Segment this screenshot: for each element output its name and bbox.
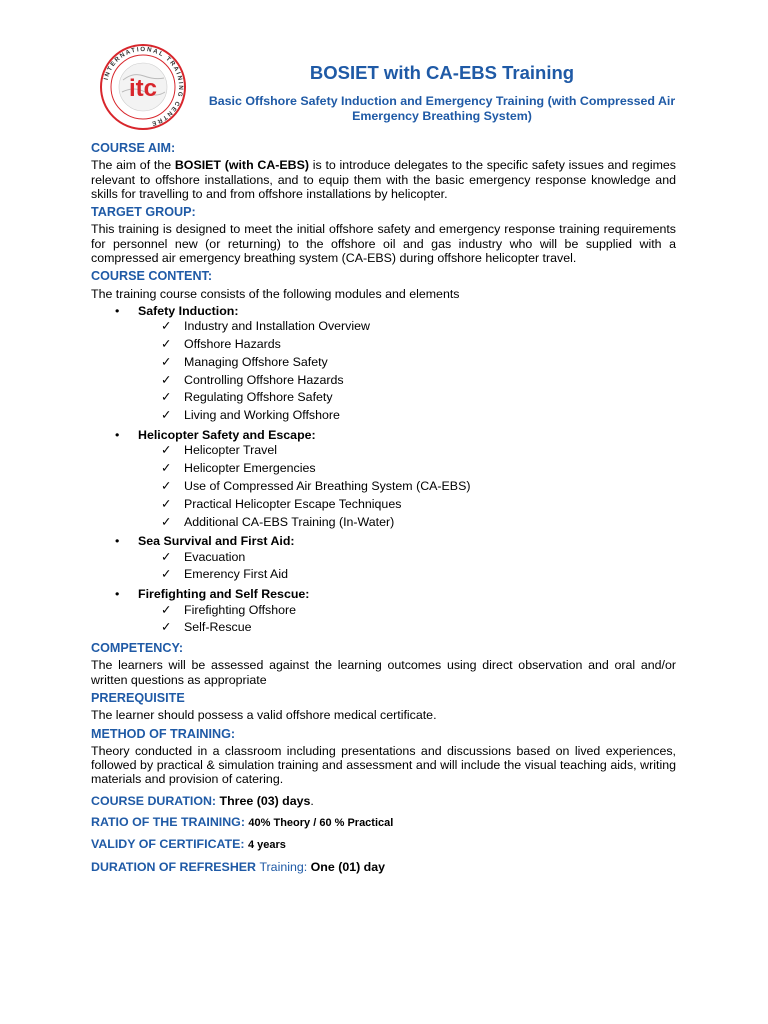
list-item: [91, 514, 676, 532]
training-ratio-value: 40% Theory / 60 % Practical: [248, 817, 394, 830]
competency-heading: COMPETENCY:: [91, 641, 184, 656]
module-item-list: [91, 549, 676, 585]
module-title-text: Firefighting and Self Rescue:: [138, 587, 310, 602]
competency-section: [91, 641, 676, 687]
refresher-duration-label: [91, 860, 307, 874]
module-title-text: Helicopter Safety and Escape:: [138, 428, 316, 443]
check-mark-icon: ✓: [161, 354, 172, 369]
check-mark-icon: ✓: [161, 567, 172, 582]
module-title: [91, 534, 676, 548]
list-item-text: Self-Rescue: [184, 620, 252, 635]
module-item-list: [91, 442, 676, 531]
list-item-text: Emerency First Aid: [184, 567, 288, 582]
method-heading: METHOD OF TRAINING:: [91, 726, 236, 741]
target-group-heading: TARGET GROUP:: [91, 205, 196, 220]
list-item: [91, 407, 676, 425]
document-header: [0, 0, 768, 140]
module-item-list: [91, 602, 676, 638]
check-mark-icon: ✓: [161, 461, 172, 476]
course-aim-text: [91, 158, 676, 201]
module-title-text: Sea Survival and First Aid:: [138, 534, 295, 549]
list-item: [91, 460, 676, 478]
competency-text: The learners will be assessed against the learning outcomes using direct observation and oral and/or written questions as appropriate: [91, 658, 676, 687]
list-item-text: Industry and Installation Overview: [184, 319, 370, 334]
refresher-label-normal: Training: [259, 859, 304, 874]
check-mark-icon: ✓: [161, 319, 172, 334]
check-mark-icon: ✓: [161, 620, 172, 635]
page-subtitle: Basic Offshore Safety Induction and Emergency Training (with Compressed Air Emergency Breathing System): [208, 94, 676, 123]
list-item-text: Helicopter Travel: [184, 443, 277, 458]
method-text: Theory conducted in a classroom including presentations and discussions based on lived experiences, followed by practical & simulation training and assessment and will include the visual teaching aids, writing materials and provision of catering.: [91, 743, 676, 787]
bullet-dot-icon: •: [115, 428, 120, 443]
module-title: [91, 304, 676, 318]
check-mark-icon: ✓: [161, 337, 172, 352]
training-ratio-row: [91, 815, 676, 830]
course-aim-section: [91, 141, 676, 201]
module-title-text: Safety Induction:: [138, 303, 239, 318]
list-item-text: Living and Working Offshore: [184, 408, 340, 423]
document-body: [91, 137, 676, 874]
certificate-validity-value: 4 years: [247, 839, 286, 852]
check-mark-icon: ✓: [161, 478, 172, 493]
list-item-text: Evacuation: [184, 549, 246, 564]
target-group-section: [91, 205, 676, 265]
check-mark-icon: ✓: [161, 390, 172, 405]
course-aim-text-bold: BOSIET (with CA-EBS): [174, 158, 310, 173]
course-content-intro: The training course consists of the following modules and elements: [91, 286, 460, 301]
list-item-text: Use of Compressed Air Breathing System (CA-EBS): [184, 478, 471, 493]
list-item: [91, 619, 676, 637]
list-item: [91, 354, 676, 372]
bullet-dot-icon: •: [115, 534, 120, 549]
list-item-text: Controlling Offshore Hazards: [184, 372, 344, 387]
course-aim-heading: COURSE AIM:: [91, 141, 176, 155]
list-item-text: Firefighting Offshore: [184, 602, 297, 617]
list-item: [91, 566, 676, 584]
list-item: [91, 478, 676, 496]
module-title: [91, 428, 676, 442]
itc-logo: [98, 42, 188, 132]
page-title: BOSIET with CA-EBS Training: [309, 62, 575, 83]
list-item: [91, 389, 676, 407]
list-item: [91, 602, 676, 620]
check-mark-icon: ✓: [161, 496, 172, 511]
course-duration-suffix: .: [310, 793, 314, 808]
list-item-text: Practical Helicopter Escape Techniques: [184, 496, 402, 511]
refresher-label-colon: :: [303, 859, 308, 874]
list-item: [91, 318, 676, 336]
list-item-text: Offshore Hazards: [184, 337, 281, 352]
bullet-dot-icon: •: [115, 587, 120, 602]
check-mark-icon: ✓: [161, 514, 172, 529]
course-duration-label: COURSE DURATION:: [91, 793, 217, 808]
module-title: [91, 587, 676, 601]
check-mark-icon: ✓: [161, 372, 172, 387]
list-item-text: Regulating Offshore Safety: [184, 390, 333, 405]
list-item: [91, 442, 676, 460]
list-item: [91, 336, 676, 354]
check-mark-icon: ✓: [161, 602, 172, 617]
module-list: [91, 304, 676, 637]
list-item: [91, 372, 676, 390]
course-content-section: [91, 269, 676, 637]
logo-ring-text: INTERNATIONAL TRAINING CENTRE: [102, 45, 185, 128]
course-aim-text-post: is to introduce delegates to the specific safety issues and regimes relevant to offshore installations, and to equip them with the basic emergency response knowledge and skills for travelling to and from offshore installations by helicopter.: [91, 158, 676, 201]
course-duration-row: [91, 794, 676, 808]
module-item-list: [91, 318, 676, 425]
prerequisite-section: [91, 691, 676, 723]
target-group-text: This training is designed to meet the initial offshore safety and emergency response training requirements for personnel new (or returning) to the offshore oil and gas industry who will be supplied with a compressed air emergency breathing system (CA-EBS) during offshore helicopter travel.: [91, 222, 676, 266]
course-aim-text-pre: The aim of the: [91, 158, 175, 173]
training-ratio-label: RATIO OF THE TRAINING:: [91, 815, 245, 830]
certificate-validity-label: VALIDY OF CERTIFICATE:: [91, 837, 245, 852]
logo-text: itc: [128, 75, 158, 102]
method-section: [91, 727, 676, 787]
list-item-text: Managing Offshore Safety: [184, 354, 328, 369]
list-item: [91, 496, 676, 514]
prerequisite-heading: PREREQUISITE: [91, 691, 185, 705]
certificate-validity-row: [91, 837, 676, 852]
list-item-text: Additional CA-EBS Training (In-Water): [184, 514, 395, 529]
check-mark-icon: ✓: [161, 443, 172, 458]
check-mark-icon: ✓: [161, 408, 172, 423]
refresher-duration-value: One (01) day: [310, 859, 386, 874]
list-item-text: Helicopter Emergencies: [184, 461, 316, 476]
bullet-dot-icon: •: [115, 303, 120, 318]
course-duration-value: Three (03) days: [219, 793, 311, 808]
refresher-label-bold: DURATION OF REFRESHER: [91, 859, 260, 874]
prerequisite-text: The learner should possess a valid offshore medical certificate.: [91, 708, 437, 723]
course-content-heading: COURSE CONTENT:: [91, 269, 213, 284]
check-mark-icon: ✓: [161, 549, 172, 564]
refresher-duration-row: [91, 860, 676, 874]
list-item: [91, 549, 676, 567]
